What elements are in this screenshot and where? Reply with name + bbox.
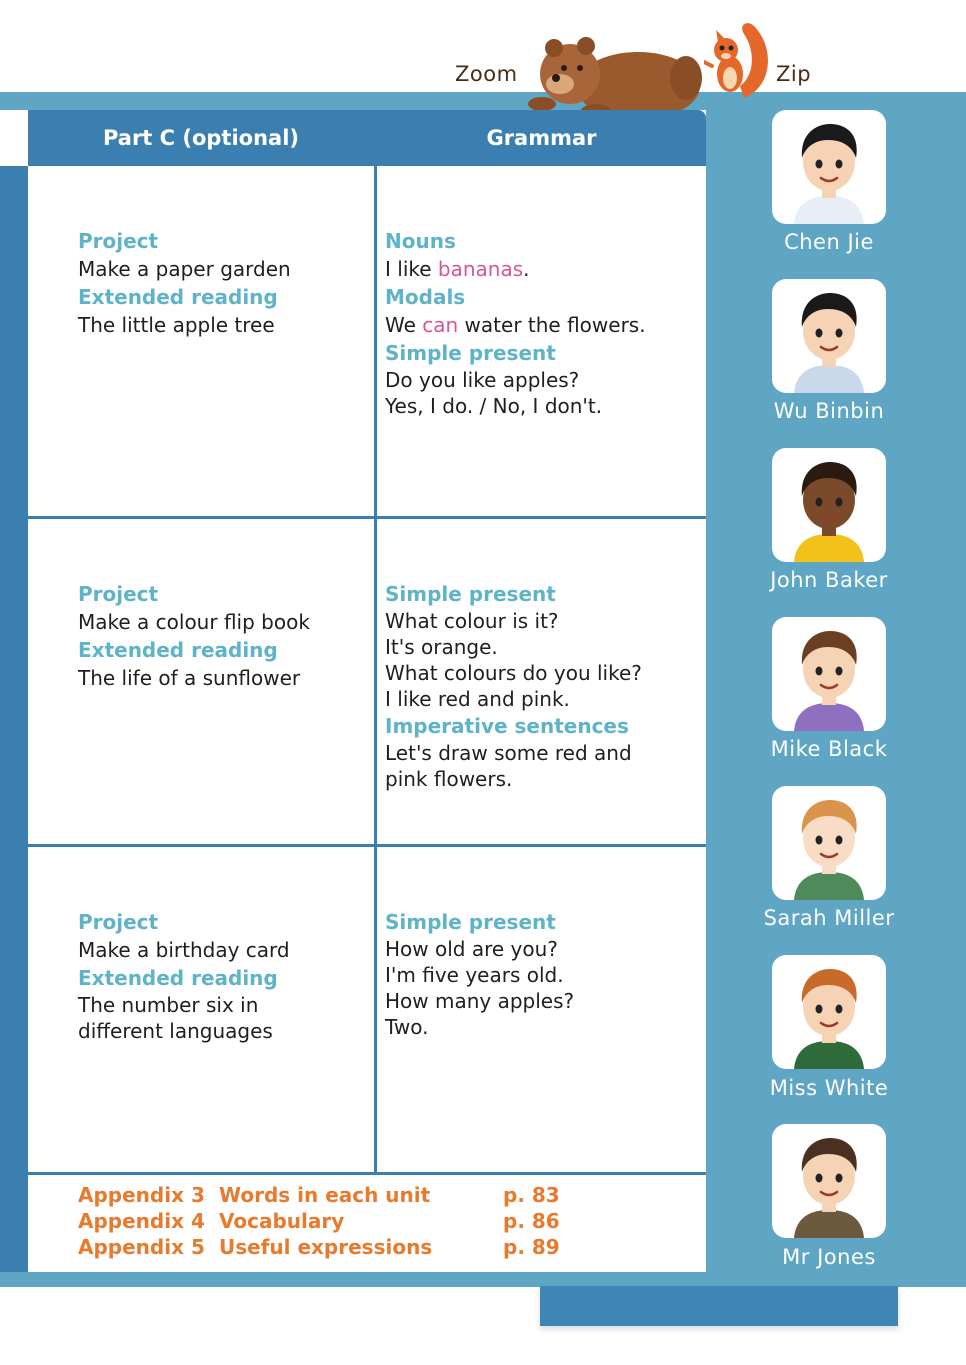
character-name: Chen Jie [784, 230, 874, 254]
appendix-page: p. 86 [503, 1209, 560, 1233]
left-tab [0, 110, 28, 166]
zip-label: Zip [776, 62, 812, 86]
appendix-number: Appendix 3 [78, 1183, 205, 1207]
character-avatar [772, 1124, 886, 1238]
character-name: Mr Jones [782, 1245, 876, 1269]
grammar-example: We can water the flowers. [385, 313, 646, 337]
appendix-row[interactable] [78, 1208, 678, 1234]
appendix-title: Words in each unit [219, 1183, 431, 1207]
project-text: Make a birthday card [78, 938, 290, 962]
row1-grammar [385, 227, 695, 419]
grammar-example: It's orange. [385, 635, 498, 659]
character-portrait-icon [772, 448, 886, 562]
appendix-list [78, 1182, 678, 1260]
project-text: Make a colour flip book [78, 610, 310, 634]
character-portrait-icon [772, 617, 886, 731]
squirrel-mascot-icon [704, 16, 774, 102]
row3-grammar [385, 908, 695, 1040]
grammar-example: Yes, I do. / No, I don't. [385, 394, 603, 418]
character-portrait-icon [772, 786, 886, 900]
row2-part-c [78, 580, 368, 692]
appendix-number: Appendix 4 [78, 1209, 205, 1233]
reading-heading: Extended reading [78, 285, 278, 309]
grammar-heading: Nouns [385, 229, 456, 253]
grammar-heading: Simple present [385, 582, 556, 606]
row3-part-c [78, 908, 368, 1044]
bottom-band [540, 1286, 898, 1326]
appendix-title: Vocabulary [219, 1209, 345, 1233]
character-avatar [772, 110, 886, 224]
grammar-heading: Modals [385, 285, 466, 309]
header-part-c: Part C (optional) [102, 126, 300, 150]
character-avatar [772, 448, 886, 562]
character-name: Mike Black [770, 737, 888, 761]
header-grammar: Grammar [486, 126, 597, 150]
appendix-title: Useful expressions [219, 1235, 433, 1259]
reading-heading: Extended reading [78, 638, 278, 662]
grammar-example: How many apples? [385, 989, 575, 1013]
grammar-example: Do you like apples? [385, 368, 580, 392]
project-heading: Project [78, 582, 159, 606]
table-header [28, 110, 706, 166]
project-text: Make a paper garden [78, 257, 291, 281]
row-divider [28, 844, 706, 847]
reading-text: The life of a sunflower [78, 666, 301, 690]
reading-heading: Extended reading [78, 966, 278, 990]
project-heading: Project [78, 910, 159, 934]
appendix-number: Appendix 5 [78, 1235, 205, 1259]
row2-grammar [385, 580, 695, 792]
character-name: Wu Binbin [773, 399, 885, 423]
appendix-row[interactable] [78, 1182, 678, 1208]
zoom-label: Zoom [455, 62, 518, 86]
character-avatar [772, 279, 886, 393]
character-name: Sarah Miller [763, 906, 895, 930]
character-avatar [772, 617, 886, 731]
project-heading: Project [78, 229, 159, 253]
character-name: John Baker [770, 568, 888, 592]
grammar-example: What colour is it? [385, 609, 559, 633]
row-divider [28, 516, 706, 519]
character-portrait-icon [772, 110, 886, 224]
grammar-heading: Simple present [385, 341, 556, 365]
row-divider [28, 1172, 706, 1175]
reading-text: different languages [78, 1019, 273, 1043]
character-avatar [772, 786, 886, 900]
grammar-example: Let's draw some red and [385, 741, 632, 765]
grammar-example: I'm five years old. [385, 963, 564, 987]
appendix-page: p. 89 [503, 1235, 560, 1259]
character-portrait-icon [772, 279, 886, 393]
reading-text: The number six in [78, 993, 259, 1017]
syllabus-table [28, 110, 706, 1272]
grammar-heading: Imperative sentences [385, 714, 629, 738]
row1-part-c [78, 227, 368, 339]
character-avatar [772, 955, 886, 1069]
character-portrait-icon [772, 1124, 886, 1238]
column-divider [374, 166, 377, 1172]
character-portrait-icon [772, 955, 886, 1069]
grammar-heading: Simple present [385, 910, 556, 934]
grammar-example: Two. [385, 1015, 429, 1039]
grammar-example: How old are you? [385, 937, 558, 961]
character-name: Miss White [769, 1076, 889, 1100]
grammar-example: I like red and pink. [385, 687, 570, 711]
appendix-row[interactable] [78, 1234, 678, 1260]
grammar-example: pink flowers. [385, 767, 513, 791]
left-strip [0, 166, 28, 1272]
grammar-example: What colours do you like? [385, 661, 642, 685]
appendix-page: p. 83 [503, 1183, 560, 1207]
reading-text: The little apple tree [78, 313, 275, 337]
grammar-example: I like bananas. [385, 257, 530, 281]
